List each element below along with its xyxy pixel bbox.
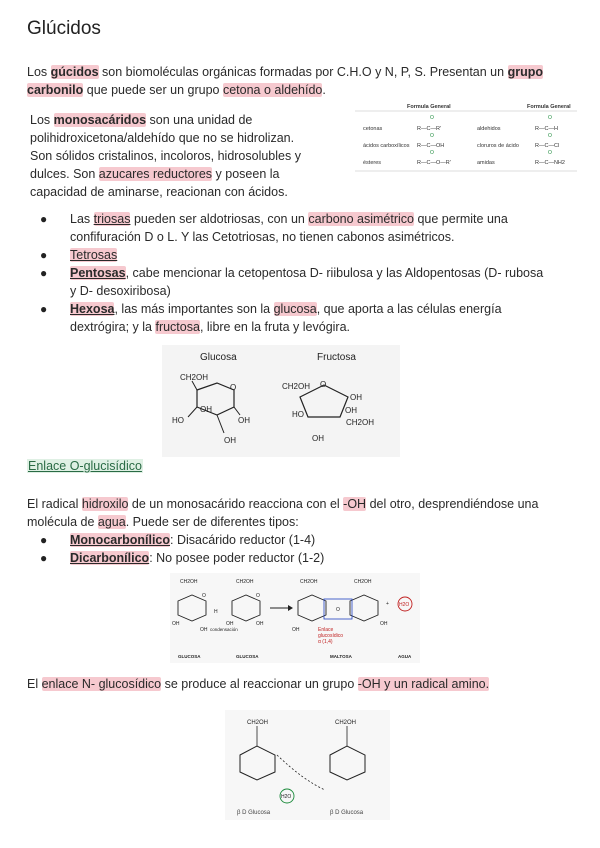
svg-text:OH: OH <box>200 405 212 414</box>
svg-text:H: H <box>214 609 218 615</box>
enlace-n-paragraph: El enlace N- glucosídico se produce al reaccionar un grupo -OH y un radical amino. <box>27 677 490 691</box>
highlight-oh-amino: -OH y un radical amino. <box>357 677 490 691</box>
glucosa-label: Glucosa <box>200 352 237 363</box>
bullet-dot: ● <box>40 533 48 547</box>
highlight-monocarbonilico: Monocarbonílico <box>70 533 170 547</box>
highlight-agua: agua <box>97 515 126 529</box>
page-title: Glúcidos <box>27 18 101 39</box>
svg-text:CH2OH: CH2OH <box>180 579 198 585</box>
bullet-dicarbonilico: Dicarbonílico: No posee poder reductor (1-2) <box>70 551 325 565</box>
row-name: amidas <box>477 160 495 166</box>
functional-groups-table <box>355 100 577 172</box>
monosacaridos-paragraph: Los monosacáridos son una unidad de polihidroxicetona/aldehído que no se hidrolizan. Son sólidos cristalinos, incoloros, hidrosolubles y dulces. Son azucares reductores y poseen la capacidad de aminarse, reacionan con ácidos. <box>30 113 301 199</box>
svg-text:CH2OH: CH2OH <box>282 382 311 391</box>
svg-text:O: O <box>320 380 327 389</box>
svg-text:+: + <box>386 601 389 607</box>
beta-ring-2 <box>330 746 365 780</box>
oxygen-mark: O <box>548 150 552 156</box>
maltose-ring-2 <box>350 595 378 621</box>
svg-text:GLUCOSA: GLUCOSA <box>236 654 259 659</box>
highlight-glucosa: glucosa <box>273 302 317 316</box>
svg-text:OH: OH <box>226 621 234 627</box>
maltose-reaction-figure <box>170 573 420 663</box>
highlight-dicarbonilico: Dicarbonílico <box>70 551 150 565</box>
svg-text:CH2OH: CH2OH <box>354 579 372 585</box>
oxygen-mark: O <box>430 115 434 121</box>
svg-text:OH: OH <box>256 621 264 627</box>
maltose-ring-1 <box>298 595 326 621</box>
highlight-carbono-asimetrico: carbono asimétrico <box>308 212 414 226</box>
bond-label: Enlace <box>318 627 334 633</box>
svg-text:CH2OH: CH2OH <box>335 720 357 726</box>
svg-text:OH: OH <box>224 436 236 445</box>
condensation-label: condensación <box>210 627 238 632</box>
highlight-carbonilo: carbonilo <box>27 83 84 97</box>
bullet-dot: ● <box>40 212 48 226</box>
row-formula: R—C—O—R' <box>417 160 451 166</box>
water-label: H2O <box>399 602 410 608</box>
row-formula: R—C—NH2 <box>535 160 565 166</box>
bullet-tetrosas <box>70 246 570 264</box>
radical-paragraph: El radical hidroxilo de un monosacárido reacciona con el -OH del otro, desprendiéndose una molécula de agua. Puede ser de diferentes tipos: <box>27 497 539 529</box>
svg-text:OH: OH <box>380 621 388 627</box>
svg-text:glucosídico: glucosídico <box>318 633 344 639</box>
beta-label-right: β D Glucosa <box>330 810 364 816</box>
bullet-pentosas: Pentosas, cabe mencionar la cetopentosa D- riibulosa y las Aldopentosas (D- rubosa y D- desoxiribosa) <box>70 266 544 298</box>
oxygen-mark: O <box>430 133 434 139</box>
bullet-monocarbonilico: Monocarbonílico: Disacárido reductor (1-4) <box>70 533 316 547</box>
row-name: ésteres <box>363 160 382 166</box>
bullet-dot: ● <box>40 551 48 565</box>
svg-text:OH: OH <box>292 627 300 633</box>
bullet-triosas: Las triosas pueden ser aldotriosas, con un carbono asimétrico que permite una confifuración D o L. Y las Cetotriosas, no tienen cabonos asimétricos. <box>70 212 508 244</box>
bullet-dot: ● <box>40 266 48 280</box>
highlight-triosas: triosas <box>93 212 131 226</box>
svg-text:OH: OH <box>345 406 357 415</box>
svg-text:O: O <box>202 593 206 599</box>
svg-text:O: O <box>336 607 340 613</box>
beta-glucose-figure <box>225 710 390 820</box>
highlight-hexosa: Hexosa <box>70 302 115 316</box>
oxygen-mark: O <box>548 133 552 139</box>
ch2oh-label: CH2OH <box>180 373 209 382</box>
svg-text:OH: OH <box>312 434 324 443</box>
glucose-fructose-figure <box>162 345 400 457</box>
water-label: H2O <box>281 794 292 800</box>
svg-text:HO: HO <box>292 410 304 419</box>
svg-text:MALTOSA: MALTOSA <box>330 654 352 659</box>
highlight-pentosas: Pentosas <box>70 266 126 280</box>
row-name: cetonas <box>363 126 383 132</box>
svg-text:CH2OH: CH2OH <box>300 579 318 585</box>
highlight-enlace-n: enlace N- glucosídico <box>41 677 162 691</box>
row-formula: R—C—Cl <box>535 143 560 149</box>
fructosa-label: Fructosa <box>317 352 356 363</box>
highlight-cetona: cetona o aldehído <box>222 83 323 97</box>
intro-paragraph: Los gúcidos son biomoléculas orgánicas formadas por C.H.O y N, P, S. Presentan un grupo carbonilo que puede ser un grupo cetona o aldehído. <box>27 65 543 97</box>
svg-text:α (1,4): α (1,4) <box>318 639 333 645</box>
row-formula: R—C—H <box>535 126 558 132</box>
svg-text:AGUA: AGUA <box>398 654 412 659</box>
row-name: ácidos carboxílicos <box>363 143 410 149</box>
svg-text:OH: OH <box>350 393 362 402</box>
bullet-dot: ● <box>40 248 48 262</box>
svg-text:CH2OH: CH2OH <box>247 720 269 726</box>
highlight-hidroxilo: hidroxilo <box>81 497 129 511</box>
svg-text:OH: OH <box>200 627 208 633</box>
row-formula: R—C—OH <box>417 143 445 149</box>
svg-text:HO: HO <box>172 416 184 425</box>
highlight-fructosa: fructosa <box>155 320 200 334</box>
highlight-tetrosas: Tetrosas <box>70 248 118 262</box>
svg-text:O: O <box>256 593 260 599</box>
row-formula: R—C—R' <box>417 126 441 132</box>
bullet-dot: ● <box>40 302 48 316</box>
highlight-azucares: azucares reductores <box>98 167 213 181</box>
row-name: cloruros de ácido <box>477 143 519 149</box>
svg-text:CH2OH: CH2OH <box>236 579 254 585</box>
row-name: aldehidos <box>477 126 501 132</box>
svg-text:OH: OH <box>238 416 250 425</box>
table-header-left: Formula General <box>407 104 451 110</box>
svg-text:OH: OH <box>172 621 180 627</box>
highlight-oh: -OH <box>343 497 367 511</box>
highlight-monosacaridos: monosacáridos <box>53 113 147 127</box>
bullet-hexosa: Hexosa, las más importantes son la glucosa, que aporta a las células energía dextrógira; y la fructosa, libre en la fruta y levógira. <box>70 302 502 334</box>
enlace-o-heading: Enlace O-glucisídico <box>28 459 142 473</box>
oxygen-mark: O <box>430 150 434 156</box>
table-header-right: Formula General <box>527 104 571 110</box>
oxygen-mark: O <box>548 115 552 121</box>
highlight-grupo: grupo <box>507 65 543 79</box>
beta-ring-1 <box>240 746 275 780</box>
svg-text:CH2OH: CH2OH <box>346 418 375 427</box>
ring-oxygen: O <box>230 383 237 392</box>
highlight-glucidos: gúcidos <box>50 65 99 79</box>
beta-label-left: β D Glucosa <box>237 810 271 816</box>
svg-text:GLUCOSA: GLUCOSA <box>178 654 201 659</box>
